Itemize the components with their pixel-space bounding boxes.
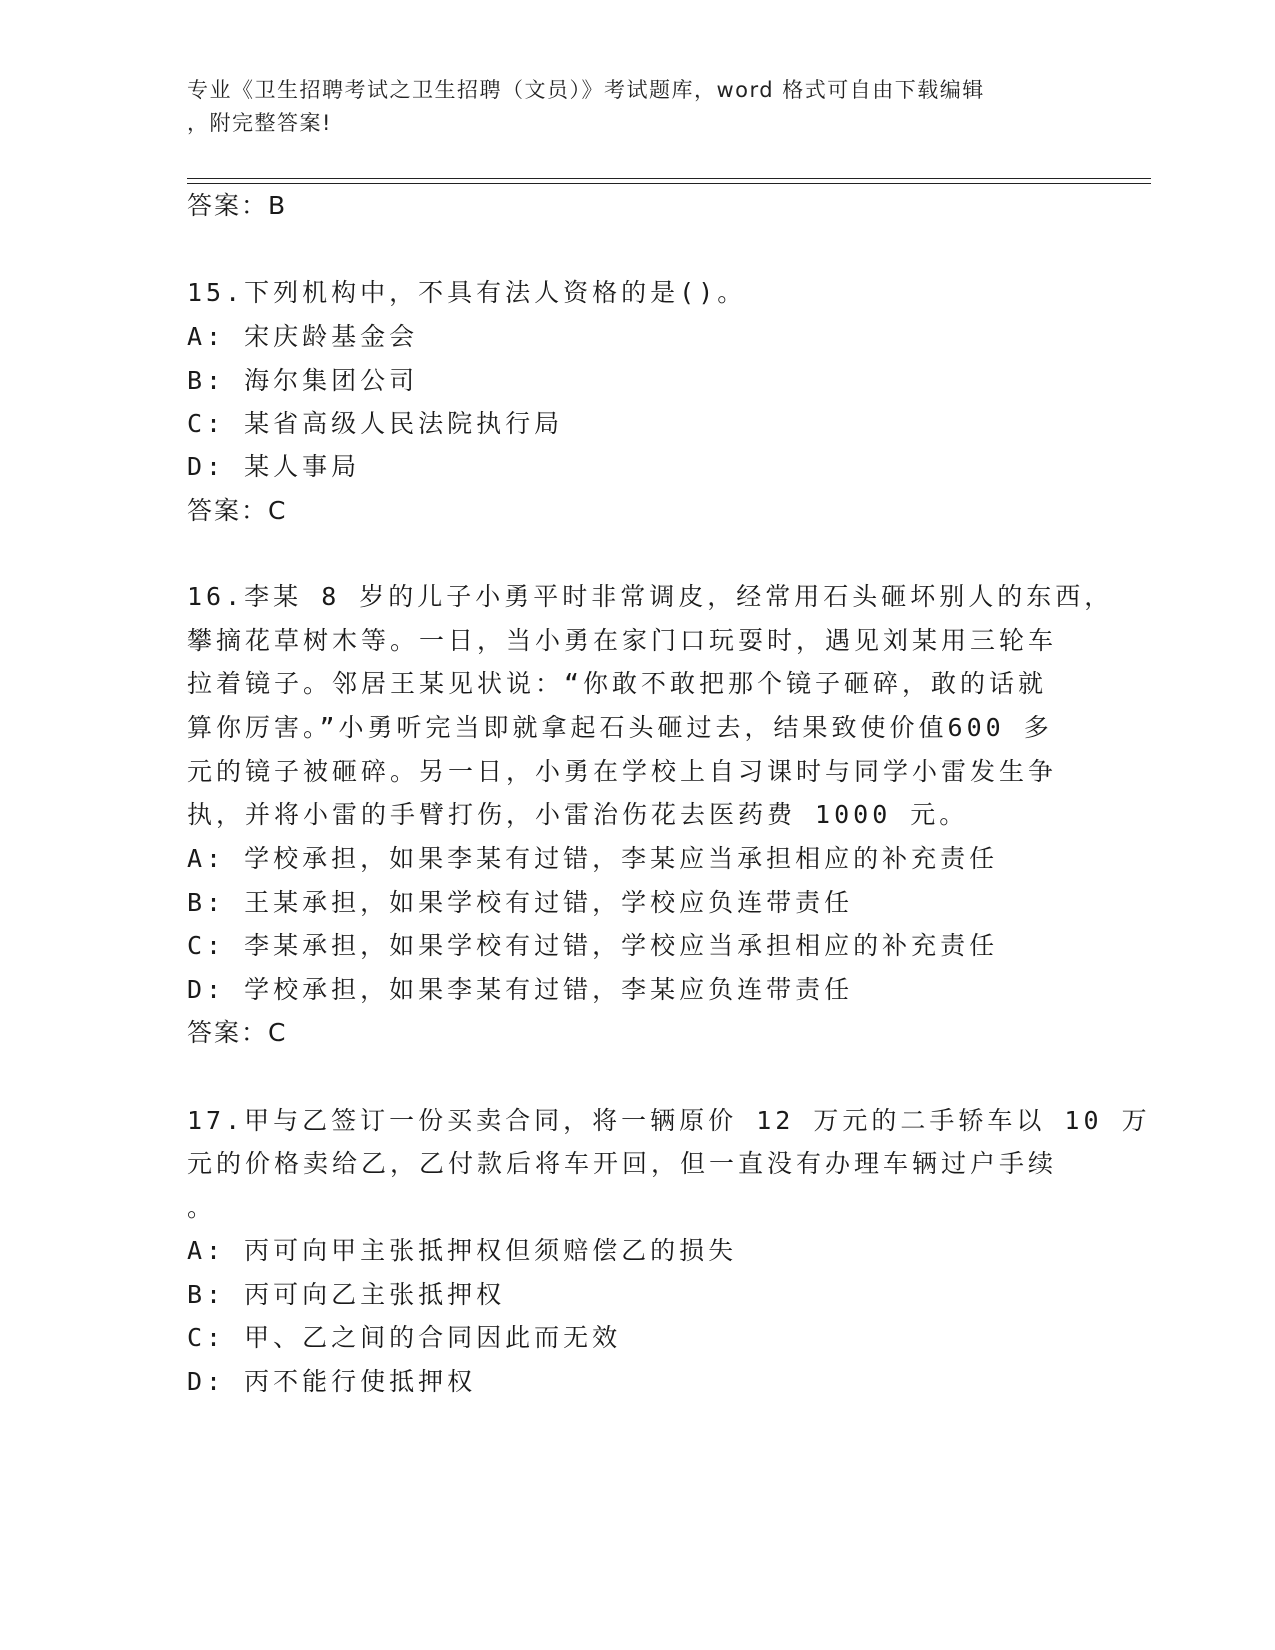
question-16-stem-line: 算你厉害。”小勇听完当即就拿起石头砸过去，结果致使价值600 多 (187, 713, 1053, 742)
question-16-stem-line: 16.李某 8 岁的儿子小勇平时非常调皮，经常用石头砸坏别人的东西， (187, 582, 1114, 611)
answer-15: 答案：C (187, 496, 288, 525)
question-17-option-a: A: 丙可向甲主张抵押权但须赔偿乙的损失 (187, 1236, 738, 1265)
question-17-stem-line: 。 (187, 1193, 217, 1222)
page-header (187, 74, 1067, 140)
question-16-option-b: B: 王某承担，如果学校有过错，学校应负连带责任 (187, 888, 854, 917)
question-15-stem: 15.下列机构中，不具有法人资格的是()。 (187, 278, 747, 307)
question-15-option-a: A: 宋庆龄基金会 (187, 322, 419, 351)
header-line-2: ，附完整答案! (187, 111, 332, 135)
answer-16: 答案：C (187, 1018, 288, 1047)
header-rule-bottom (187, 183, 1151, 184)
question-16-option-d: D: 学校承担，如果李某有过错，李某应负连带责任 (187, 975, 854, 1004)
question-15-option-d: D: 某人事局 (187, 452, 361, 481)
question-16-stem-line: 元的镜子被砸碎。另一日，小勇在学校上自习课时与同学小雷发生争 (187, 757, 1058, 786)
question-16-stem-line: 拉着镜子。邻居王某见状说：“你敢不敢把那个镜子砸碎，敢的话就 (187, 669, 1048, 698)
answer-14: 答案：B (187, 191, 288, 220)
question-15-option-b: B: 海尔集团公司 (187, 366, 419, 395)
question-15-option-c: C: 某省高级人民法院执行局 (187, 409, 564, 438)
question-17-option-c: C: 甲、乙之间的合同因此而无效 (187, 1323, 622, 1352)
question-17-stem-line: 元的价格卖给乙，乙付款后将车开回，但一直没有办理车辆过户手续 (187, 1149, 1058, 1178)
question-17-option-b: B: 丙可向乙主张抵押权 (187, 1280, 506, 1309)
question-17-option-d: D: 丙不能行使抵押权 (187, 1367, 477, 1396)
question-16-option-c: C: 李某承担，如果学校有过错，学校应当承担相应的补充责任 (187, 931, 999, 960)
question-17-stem-line: 17.甲与乙签订一份买卖合同，将一辆原价 12 万元的二手轿车以 10 万 (187, 1106, 1151, 1135)
question-16-stem-line: 执，并将小雷的手臂打伤，小雷治伤花去医药费 1000 元。 (187, 800, 969, 829)
question-16-option-a: A: 学校承担，如果李某有过错，李某应当承担相应的补充责任 (187, 844, 999, 873)
header-line-1: 专业《卫生招聘考试之卫生招聘（文员）》考试题库，word 格式可自由下载编辑 (187, 78, 985, 102)
header-rule-top (187, 178, 1151, 179)
question-16-stem-line: 攀摘花草树木等。一日，当小勇在家门口玩耍时，遇见刘某用三轮车 (187, 626, 1058, 655)
